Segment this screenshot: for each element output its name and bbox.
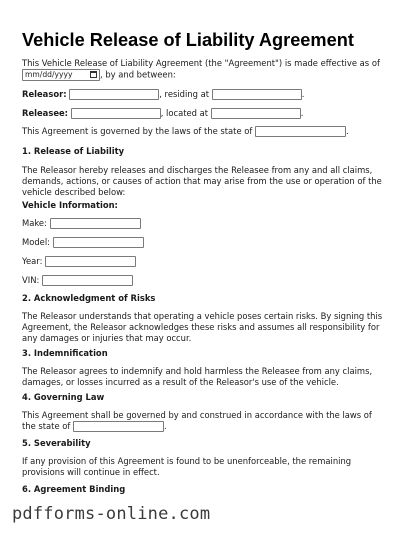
releasee-located-text: , located at xyxy=(160,108,209,118)
releasor-end: . xyxy=(301,89,305,99)
model-label: Model: xyxy=(22,237,50,247)
severability-heading: 5. Severability xyxy=(22,438,91,448)
releasor-line xyxy=(22,89,394,100)
governed-line xyxy=(22,126,394,137)
governing-law-sentence: This Agreement shall be governed by and construed in accordance with the laws of the state of xyxy=(22,410,372,431)
intro-by-between: , by and between: xyxy=(100,69,176,80)
releasor-residing-text: , residing at xyxy=(159,89,210,99)
governed-text: This Agreement is governed by the laws of the state of xyxy=(22,126,253,136)
document-title: Vehicle Release of Liability Agreement xyxy=(22,30,354,50)
model-field[interactable] xyxy=(53,237,144,248)
indemnification-text: The Releasor agrees to indemnify and hold harmless the Releasee from any claims, damages, or losses incurred as a result of the Releasor's use of the vehicle. xyxy=(22,366,373,387)
governing-state-field[interactable] xyxy=(255,126,346,137)
calendar-icon[interactable] xyxy=(90,71,97,78)
risks-text: The Releasor understands that operating a vehicle poses certain risks. By signing this Agreement, the Releasor acknowledges these risks and assumes all responsibility for any damages or injuries that may occur. xyxy=(22,311,383,343)
year-line xyxy=(22,256,394,267)
governing-law-heading: 4. Governing Law xyxy=(22,392,105,402)
release-heading: 1. Release of Liability xyxy=(22,146,125,156)
releasee-name-field[interactable] xyxy=(71,108,161,119)
governed-end: . xyxy=(346,126,349,136)
intro-date-line xyxy=(22,69,394,81)
year-field[interactable] xyxy=(45,256,136,267)
intro-line xyxy=(22,58,394,69)
governing-law-end: . xyxy=(164,420,167,431)
vehicle-info-heading: Vehicle Information: xyxy=(22,200,118,210)
watermark-logo: pdfforms-online.com xyxy=(12,504,211,524)
make-line xyxy=(22,218,394,229)
releasor-address-field[interactable] xyxy=(212,89,302,100)
releasee-label: Releasee: xyxy=(22,108,69,118)
governing-law-text xyxy=(22,410,380,432)
binding-heading: 6. Agreement Binding xyxy=(22,484,126,494)
date-placeholder: mm/dd/yyyy xyxy=(25,70,73,79)
vin-line xyxy=(22,275,394,286)
effective-date-input[interactable] xyxy=(22,69,100,81)
releasor-label: Releasor: xyxy=(22,89,67,99)
releasee-address-field[interactable] xyxy=(211,108,301,119)
model-line xyxy=(22,237,394,248)
make-label: Make: xyxy=(22,218,47,228)
vin-label: VIN: xyxy=(22,275,40,285)
release-text: The Releasor hereby releases and discharges the Releasee from any and all claims, demands, actions, or causes of action that may arise from the use or operation of the vehicle described below: xyxy=(22,165,382,197)
releasee-line xyxy=(22,108,394,119)
vin-field[interactable] xyxy=(42,275,133,286)
severability-text: If any provision of this Agreement is found to be unenforceable, the remaining provisions will continue in effect. xyxy=(22,456,352,477)
intro-text: This Vehicle Release of Liability Agreement (the "Agreement") is made effective as of xyxy=(22,58,380,68)
year-label: Year: xyxy=(22,256,43,266)
risks-heading: 2. Acknowledgment of Risks xyxy=(22,293,156,303)
indemnification-heading: 3. Indemnification xyxy=(22,348,108,358)
governing-law-state-field[interactable] xyxy=(73,421,164,432)
make-field[interactable] xyxy=(50,218,141,229)
releasor-name-field[interactable] xyxy=(69,89,159,100)
releasee-end: . xyxy=(300,108,304,118)
